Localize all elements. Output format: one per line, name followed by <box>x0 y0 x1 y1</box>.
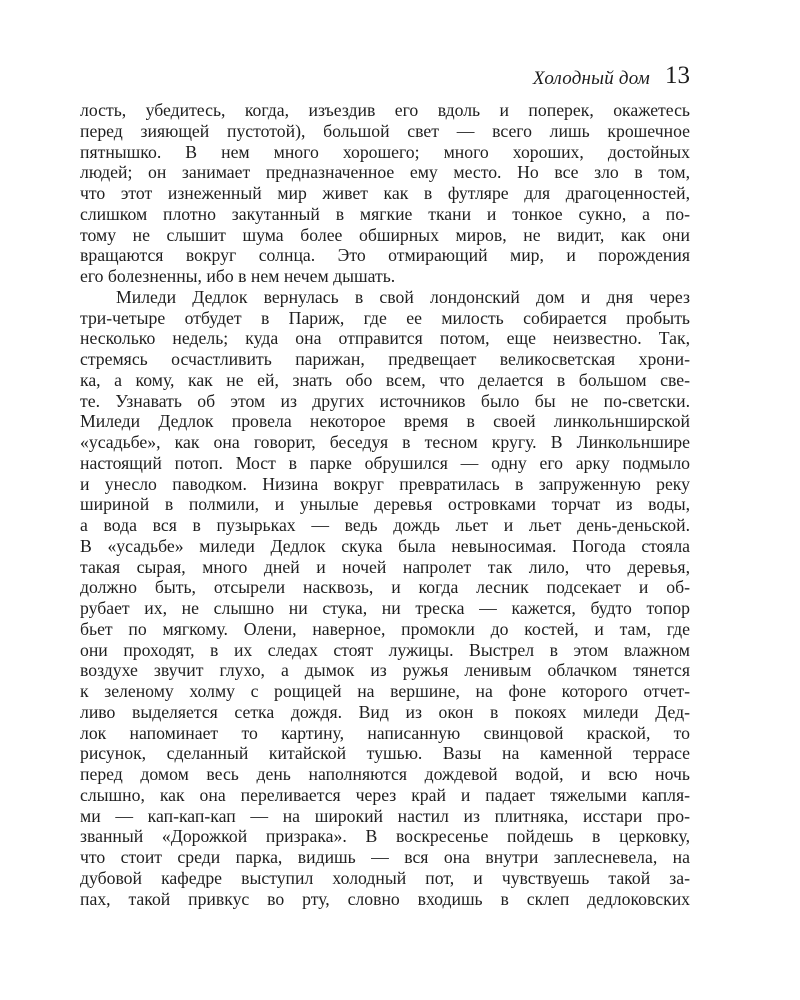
text-line: слишком плотно закутанный в мягкие ткани и тонкое сукно, а по- <box>80 203 690 224</box>
text-line-paragraph-start: Миледи Дедлок вернулась в свой лондонский дом и дня через <box>116 286 690 307</box>
text-line: ми — кап-кап-кап — на широкий настил из плитняка, исстари про- <box>80 805 690 826</box>
text-line: воздухе звучит глухо, а дымок из ружья ленивым облачком тянется <box>80 660 690 681</box>
text-line: перед зияющей пустотой), большой свет — всего лишь крошечное <box>80 120 690 141</box>
text-line: они проходят, в их следах стоят лужицы. Выстрел в этом влажном <box>80 639 690 660</box>
text-line: такая сырая, много дней и ночей напролет так лило, что деревья, <box>80 556 690 577</box>
text-line: званный «Дорожкой призрака». В воскресенье пойдешь в церковку, <box>80 826 690 847</box>
text-line: слышно, как она переливается через край и падает тяжелыми капля- <box>80 784 690 805</box>
text-line: должно быть, отсырели насквозь, и когда лесник подсекает и об- <box>80 577 690 598</box>
text-line: «усадьбе», как она говорит, беседуя в тесном кругу. В Линкольншире <box>80 432 690 452</box>
text-line: В «усадьбе» миледи Дедлок скука была невыносимая. Погода стояла <box>80 535 690 556</box>
text-line: несколько недель; куда она отправится потом, еще неизвестно. Так, <box>80 328 690 349</box>
text-line: рисунок, сделанный китайской тушью. Вазы на каменной террасе <box>80 743 690 764</box>
text-line: шириной в полмили, и унылые деревья островками торчат из воды, <box>80 494 690 515</box>
text-line: стремясь осчастливить парижан, предвещает великосветская хрони- <box>80 349 690 369</box>
text-line: рубает их, не слышно ни стука, ни треска — кажется, будто топор <box>80 598 690 618</box>
text-line: и унесло паводком. Низина вокруг превратилась в запруженную реку <box>80 473 690 494</box>
page-number: 13 <box>665 62 690 89</box>
text-line: а вода вся в пузырьках — ведь дождь льет и льет день-деньской. <box>80 515 690 535</box>
text-line: перед домом весь день наполняются дождевой водой, и всю ночь <box>80 764 690 784</box>
text-line: что этот изнеженный мир живет как в футляре для драгоценностей, <box>80 183 690 203</box>
text-line: Миледи Дедлок провела некоторое время в своей линкольнширской <box>80 411 690 432</box>
text-line: те. Узнавать об этом из других источников было бы не по-светски. <box>80 390 690 411</box>
text-line: вращаются вокруг солнца. Это отмирающий мир, и порождения <box>80 245 690 266</box>
book-title: Холодный дом <box>532 68 650 89</box>
text-line: пах, такой привкус во рту, словно входишь в склеп дедлоковских <box>80 888 690 909</box>
text-line: бьет по мягкому. Олени, наверное, промокли до костей, и там, где <box>80 618 690 639</box>
text-line: три-четыре отбудет в Париж, где ее милость собирается пробыть <box>80 307 690 328</box>
body-text <box>80 100 690 909</box>
text-line: к зеленому холму с рощицей на вершине, на фоне которого отчет- <box>80 681 690 701</box>
text-line: лость, убедитесь, когда, изъездив его вдоль и поперек, окажетесь <box>80 100 690 120</box>
text-line: что стоит среди парка, видишь — вся она внутри заплесневела, на <box>80 847 690 867</box>
text-line: людей; он занимает предназначенное ему место. Но все зло в том, <box>80 162 690 183</box>
text-line: ливо выделяется сетка дождя. Вид из окон в покоях миледи Дед- <box>80 701 690 722</box>
text-line: тому не слышит шума более обширных миров, не видит, как они <box>80 224 690 245</box>
running-header <box>108 62 690 92</box>
text-line: ка, а кому, как не ей, знать обо всем, что делается в большом све- <box>80 369 690 390</box>
text-line: дубовой кафедре выступил холодный пот, и чувствуешь такой за- <box>80 867 690 888</box>
text-line: настоящий потоп. Мост в парке обрушился — одну его арку подмыло <box>80 452 690 473</box>
text-line: лок напоминает то картину, написанную свинцовой краской, то <box>80 722 690 743</box>
text-line: пятнышко. В нем много хорошего; много хороших, достойных <box>80 141 690 162</box>
text-line-paragraph-end: его болезненны, ибо в нем нечем дышать. <box>80 266 396 286</box>
